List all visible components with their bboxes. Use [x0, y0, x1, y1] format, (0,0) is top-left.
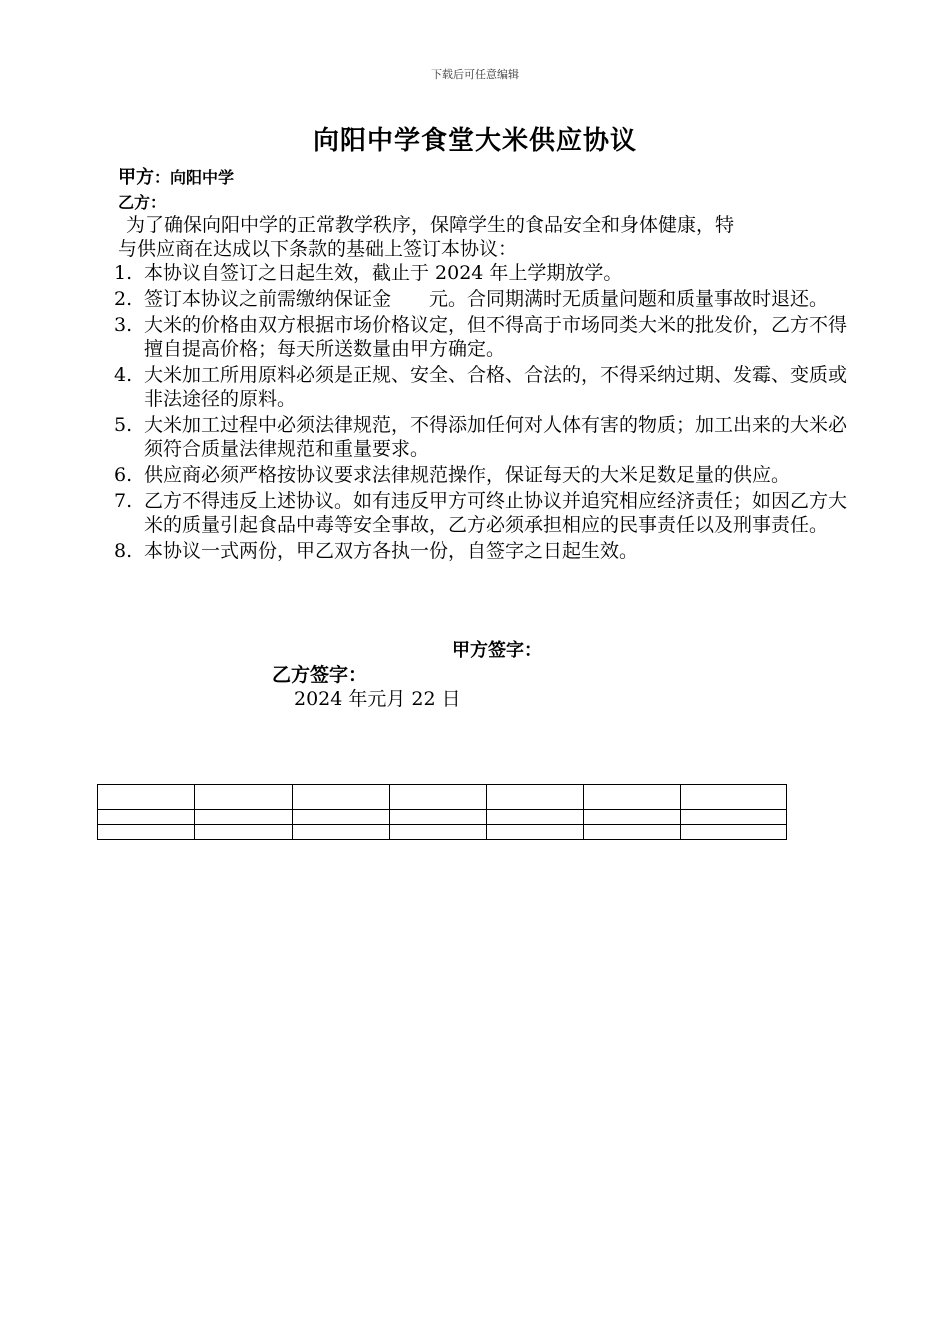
- table-cell: [681, 785, 787, 810]
- table-cell: [584, 785, 681, 810]
- term-number: 6.: [114, 464, 133, 486]
- party-a-value: ：向阳中学: [154, 168, 235, 187]
- table-cell: [390, 785, 487, 810]
- table-cell: [195, 810, 293, 825]
- table-cell: [390, 810, 487, 825]
- term-text: 乙方不得违反上述协议。如有违反甲方可终止协议并追究相应经济责任；如因乙方大米的质量引起食品中毒等安全事故，乙方必须承担相应的民事责任以及刑事责任。: [144, 490, 848, 536]
- term-item: [114, 261, 864, 285]
- table-cell: [293, 785, 390, 810]
- intro-line-1: 为了确保向阳中学的正常教学秩序，保障学生的食品安全和身体健康，特: [126, 214, 735, 236]
- party-a-signature-label: 甲方签字：: [452, 640, 542, 661]
- table-cell: [584, 810, 681, 825]
- term-text: 大米加工过程中必须法律规范，不得添加任何对人体有害的物质；加工出来的大米必须符合质量法律规范和重量要求。: [144, 414, 848, 460]
- term-item: [114, 363, 864, 411]
- term-number: 7.: [114, 490, 133, 512]
- terms-list: [114, 261, 864, 565]
- table-row: [98, 785, 787, 810]
- term-item: [114, 539, 864, 563]
- term-text: 供应商必须严格按协议要求法律规范操作，保证每天的大米足数足量的供应。: [144, 464, 791, 486]
- intro-line-2: 与供应商在达成以下条款的基础上签订本协议：: [118, 238, 518, 260]
- table-row: [98, 825, 787, 840]
- table-cell: [98, 810, 195, 825]
- document-title: 向阳中学食堂大米供应协议: [312, 126, 637, 156]
- term-number: 5.: [114, 414, 133, 436]
- blank-table: [97, 784, 787, 840]
- party-a-line: [118, 163, 234, 189]
- term-text: 签订本协议之前需缴纳保证金 元。合同期满时无质量问题和质量事故时退还。: [144, 288, 829, 310]
- term-text: 本协议自签订之日起生效，截止于 2024 年上学期放学。: [144, 262, 623, 284]
- header-note: 下载后可任意编辑: [431, 68, 519, 81]
- term-item: [114, 313, 864, 361]
- signing-date: 2024 年元月 22 日: [294, 688, 461, 710]
- term-number: 1.: [114, 262, 133, 284]
- party-b-signature-label: 乙方签字：: [272, 664, 368, 686]
- table-cell: [487, 825, 584, 840]
- intro-paragraph: [118, 213, 853, 261]
- term-item: [114, 287, 864, 311]
- term-number: 3.: [114, 314, 133, 336]
- term-text: 大米的价格由双方根据市场价格议定，但不得高于市场同类大米的批发价，乙方不得擅自提高价格；每天所送数量由甲方确定。: [144, 314, 848, 360]
- term-number: 4.: [114, 364, 133, 386]
- table-cell: [293, 825, 390, 840]
- table-cell: [487, 810, 584, 825]
- table-cell: [681, 825, 787, 840]
- table-cell: [195, 825, 293, 840]
- term-text: 本协议一式两份，甲乙双方各执一份，自签字之日起生效。: [144, 540, 639, 562]
- term-number: 2.: [114, 288, 133, 310]
- term-number: 8.: [114, 540, 133, 562]
- table-cell: [681, 810, 787, 825]
- table-cell: [584, 825, 681, 840]
- table-cell: [293, 810, 390, 825]
- table-cell: [195, 785, 293, 810]
- term-text: 大米加工所用原料必须是正规、安全、合格、合法的，不得采纳过期、发霉、变质或非法途径的原料。: [144, 364, 848, 410]
- term-item: [114, 489, 864, 537]
- party-b-line: 乙方：: [118, 193, 167, 212]
- table-cell: [487, 785, 584, 810]
- table-row: [98, 810, 787, 825]
- party-a-label: 甲方: [118, 167, 154, 188]
- term-item: [114, 463, 864, 487]
- table-cell: [98, 785, 195, 810]
- table-cell: [390, 825, 487, 840]
- table-cell: [98, 825, 195, 840]
- term-item: [114, 413, 864, 461]
